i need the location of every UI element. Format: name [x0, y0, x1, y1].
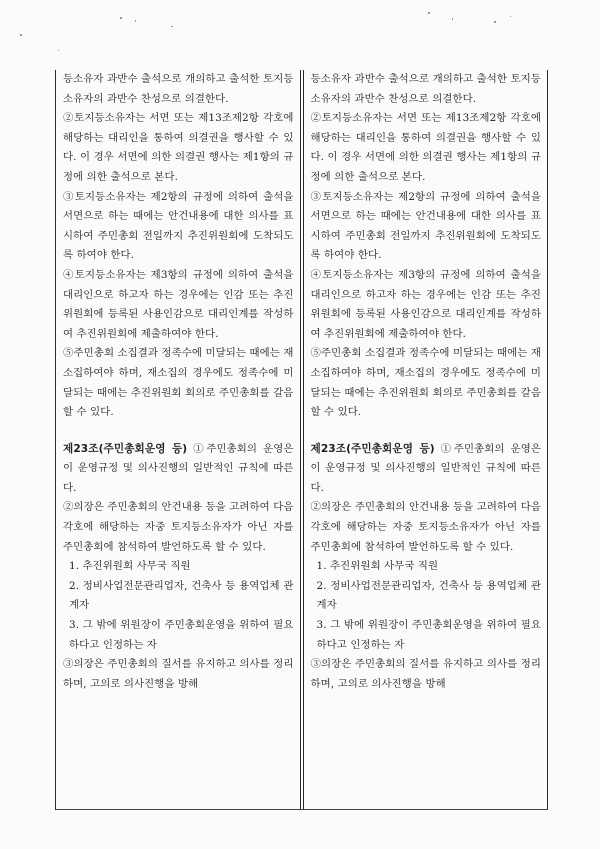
scan-speck [452, 18, 453, 20]
list-item-1: 1. 추진위원회 사무국 직원 [316, 560, 439, 573]
paragraph-3: ③토지등소유자는 제2항의 규정에 의하여 출석을 서면으로 하는 때에는 안건내용에 대한 의사를 표시하여 주민총회 전일까지 추진위원회에 도착되도록 하여야 한다. [63, 190, 294, 262]
paragraph-2: ②토지등소유자는 서면 또는 제13조제2항 각호에 해당하는 대리인을 통하여 의결권을 행사할 수 있다. 이 경우 서면에 의한 의결권 행사는 제1항의 규정에 의한 출석으로 본다. [63, 112, 294, 183]
scan-speck [58, 50, 59, 51]
list-item-3: 3. 그 밖에 위원장이 주민총회운영을 위하여 필요하다고 인정하는 자 [69, 619, 294, 651]
article-23-title: 제23조(주민총회운영 등) [63, 442, 188, 455]
scan-speck [171, 26, 173, 27]
list-item-2: 2. 정비사업전문관리업자, 건축사 등 용역업체 관계자 [69, 579, 294, 612]
list-item-3: 3. 그 밖에 위원장이 주민총회운영을 위하여 필요하다고 인정하는 자 [316, 619, 541, 651]
scan-speck [120, 17, 122, 19]
scan-speck [20, 34, 22, 36]
paragraph-5: ⑤주민총회 소집결과 정족수에 미달되는 때에는 재소집하여야 하며, 재소집의 경우에도 정족수에 미달되는 때에는 추진위원회 회의로 주민총회를 갈음할 수 있다. [310, 347, 541, 419]
article-23-clause-1-text: ①주민총회의 운영은 이 운영규정 및 의사진행의 일반적인 규칙에 따른다. [63, 442, 294, 494]
article-23-title: 제23조(주민총회운영 등) [310, 442, 435, 455]
list-item-1: 1. 추진위원회 사무국 직원 [69, 560, 191, 573]
paragraph-5: ⑤주민총회 소집결과 정족수에 미달되는 때에는 재소집하여야 하며, 재소집의 경우에도 정족수에 미달되는 때에는 추진위원회 회의로 주민총회를 갈음할 수 있다. [63, 347, 294, 419]
right-column [303, 70, 548, 809]
scan-speck [135, 20, 136, 22]
scan-speck [510, 16, 511, 17]
article-23-clause-2: ②의장은 주민총회의 안건내용 등을 고려하여 다음 각호에 해당하는 자중 토지등소유자가 아닌 자를 주민총회에 참석하여 발언하도록 할 수 있다. [310, 501, 541, 553]
paragraph-4: ④토지등소유자는 제3항의 규정에 의하여 출석을 대리인으로 하고자 하는 경우에는 인감 또는 추진위원회에 등록된 사용인감으로 대리인계를 작성하여 추진위원회에 제출하여야 한다. [63, 268, 294, 340]
article-23-clause-1 [63, 440, 294, 499]
scan-speck [428, 12, 430, 14]
article-23-clause-1-text: ①주민총회의 운영은 이 운영규정 및 의사진행의 일반적인 규칙에 따른다. [310, 442, 541, 494]
paragraph-2: ②토지등소유자는 서면 또는 제13조제2항 각호에 해당하는 대리인을 통하여 의결권을 행사할 수 있다. 이 경우 서면에 의한 의결권 행사는 제1항의 규정에 의한 출석으로 본다. [310, 112, 541, 183]
paragraph-continued: 등소유자 과반수 출석으로 개의하고 출석한 토지등소유자의 과반수 찬성으로 의결한다. [63, 73, 294, 105]
paragraph-4: ④토지등소유자는 제3항의 규정에 의하여 출석을 대리인으로 하고자 하는 경우에는 인감 또는 추진위원회에 등록된 사용인감으로 대리인계를 작성하여 추진위원회에 제출하여야 한다. [310, 268, 541, 340]
article-23-clause-3: ③의장은 주민총회의 질서를 유지하고 의사를 정리하며, 고의로 의사진행을 방해 [63, 658, 294, 690]
left-column [56, 70, 301, 809]
article-23-clause-3: ③의장은 주민총회의 질서를 유지하고 의사를 정리하며, 고의로 의사진행을 방해 [310, 658, 541, 690]
paragraph-continued: 등소유자 과반수 출석으로 개의하고 출석한 토지등소유자의 과반수 찬성으로 의결한다. [310, 73, 541, 105]
scan-speck [494, 21, 496, 23]
paragraph-3: ③토지등소유자는 제2항의 규정에 의하여 출석을 서면으로 하는 때에는 안건내용에 대한 의사를 표시하여 주민총회 전일까지 추진위원회에 도착되도록 하여야 한다. [310, 190, 541, 262]
article-23-clause-2: ②의장은 주민총회의 안건내용 등을 고려하여 다음 각호에 해당하는 자중 토지등소유자가 아닌 자를 주민총회에 참석하여 발언하도록 할 수 있다. [63, 501, 294, 553]
list-item-2: 2. 정비사업전문관리업자, 건축사 등 용역업체 관계자 [316, 579, 541, 612]
comparison-table [55, 70, 548, 810]
article-23-clause-1 [311, 440, 542, 499]
